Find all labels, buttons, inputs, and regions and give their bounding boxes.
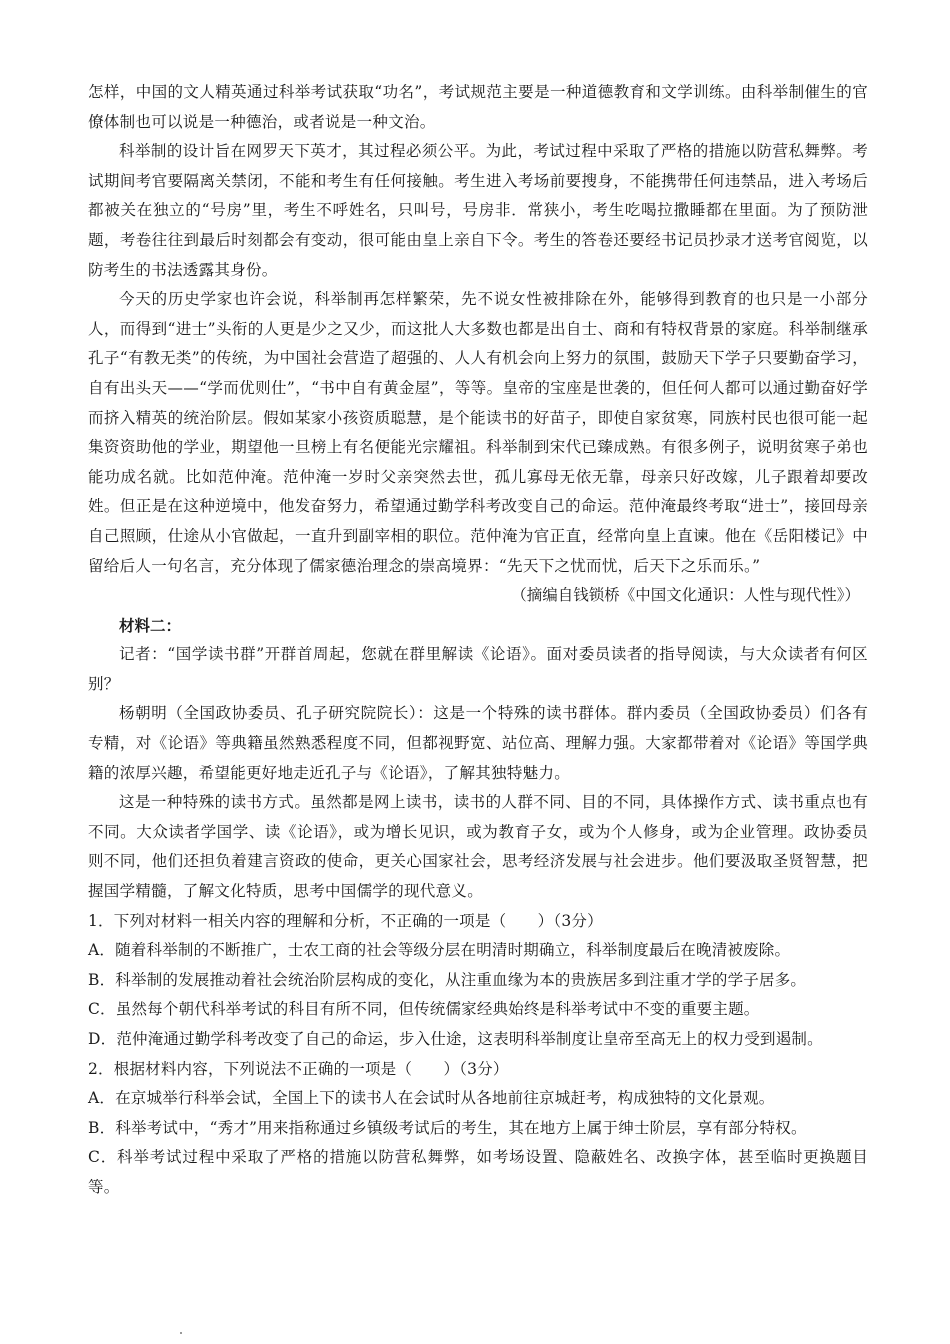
- question-2-stem: 2．根据材料内容，下列说法不正确的一项是（ ）（3分）: [88, 1059, 509, 1078]
- material1-paragraph-1: 怎样，中国的文人精英通过科举考试获取“功名”，考试规范主要是一种道德教育和文学训练。由科举制催生的官僚体制也可以说是一种德治，或者说是一种文治。: [88, 83, 868, 131]
- question-1-option-c: C．虽然每个朝代科举考试的科目有所不同，但传统儒家经典始终是科举考试中不变的重要主题。: [88, 1000, 760, 1019]
- question-2-option-b: B．科举考试中，“秀才”用来指称通过乡镇级考试后的考生，其在地方上属于绅士阶层，享有部分特权。: [88, 1118, 807, 1137]
- material2-paragraph-1: 记者：“国学读书群”开群首周起，您就在群里解读《论语》。面对委员读者的指导阅读，与大众读者有何区别？: [88, 645, 868, 693]
- question-2-option-c: C．科举考试过程中采取了严格的措施以防营私舞弊，如考场设置、隐蔽姓名、改换字体，甚至临时更换题目等。: [88, 1148, 868, 1196]
- question-2-option-a: A．在京城举行科举会试，全国上下的读书人在会试时从各地前往京城赶考，构成独特的文化景观。: [88, 1089, 775, 1108]
- question-1-option-b: B．科举制的发展推动着社会统治阶层构成的变化，从注重血缘为本的贵族居多到注重才学的学子居多。: [88, 970, 807, 989]
- material1-paragraph-3: 今天的历史学家也许会说，科举制再怎样繁荣，先不说女性被排除在外，能够得到教育的也只是一小部分人，而得到“进士”头衔的人更是少之又少，而这批人大多数也都是出自士、商和有特权背景的家庭。科举制继承孔子“有教无类”的传统，为中国社会营造了超强的、人人有机会向上努力的氛围，鼓励天下学子只要勤奋学习，自有出头天——“学而优则仕”，“书中自有黄金屋”，等等。皇帝的宝座是世袭的，但任何人都可以通过勤奋好学而挤入精英的统治阶层。假如某家小孩资质聪慧，是个能读书的好苗子，即使自家贫寒，同族村民也很可能一起集资资助他的学业，期望他一旦榜上有名便能光宗耀祖。科举制到宋代已臻成熟。有很多例子，说明贫寒子弟也能功成名就。比如范仲淹。范仲淹一岁时父亲突然去世，孤儿寡母无依无靠，母亲只好改嫁，儿子跟着却要改姓。但正是在这种逆境中，他发奋努力，希望通过勤学科考改变自己的命运。范仲淹最终考取“进士”，接回母亲自己照顾，仕途从小官做起，一直升到副宰相的职位。范仲淹为官正直，经常向皇上直谏。他在《岳阳楼记》中留给后人一句名言，充分体现了儒家德治理念的崇高境界：“先天下之忧而忧，后天下之乐而乐。”: [88, 290, 868, 575]
- material1-paragraph-2: 科举制的设计旨在网罗天下英才，其过程必须公平。为此，考试过程中采取了严格的措施以防营私舞弊。考试期间考官要隔离关禁闭，不能和考生有任何接触。考生进入考场前要搜身，不能携带任何违禁品，进入考场后都被关在独立的“号房”里，考生不呼姓名，只叫号，号房非．常狭小，考生吃喝拉撒睡都在里面。为了预防泄题，考卷往往到最后时刻都会有变动，很可能由皇上亲自下令。考生的答卷还要经书记员抄录才送考官阅览，以防考生的书法透露其身份。: [88, 142, 868, 279]
- question-1-option-d: D．范仲淹通过勤学科考改变了自己的命运，步入仕途，这表明科举制度让皇帝至高无上的权力受到遏制。: [88, 1030, 823, 1048]
- material2-heading: 材料二：: [119, 615, 182, 635]
- footer-mark: [180, 1332, 182, 1334]
- document-page: [88, 78, 868, 1203]
- question-1-stem: 1．下列对材料一相关内容的理解和分析，不正确的一项是（ ）（3分）: [88, 911, 603, 930]
- material2-paragraph-2: 杨朝明（全国政协委员、孔子研究院院长）：这是一个特殊的读书群体。群内委员（全国政协委员）们各有专精，对《论语》等典籍虽然熟悉程度不同，但都视野宽、站位高、理解力强。大家都带着对《论语》等国学典籍的浓厚兴趣，希望能更好地走近孔子与《论语》，了解其独特魅力。: [88, 704, 868, 782]
- material1-source: （摘编自钱锁桥《中国文化通识：人性与现代性》）: [511, 586, 860, 605]
- material2-paragraph-3: 这是一种特殊的读书方式。虽然都是网上读书，读书的人群不同、目的不同，具体操作方式、读书重点也有不同。大众读者学国学、读《论语》，或为增长见识，或为教育子女，或为个人修身，或为企业管理。政协委员则不同，他们还担负着建言资政的使命，更关心国家社会，思考经济发展与社会进步。他们要汲取圣贤智慧，把握国学精髓，了解文化特质，思考中国儒学的现代意义。: [88, 793, 868, 901]
- question-1-option-a: A．随着科举制的不断推广，士农工商的社会等级分层在明清时期确立，科举制度最后在晚清被废除。: [88, 941, 791, 960]
